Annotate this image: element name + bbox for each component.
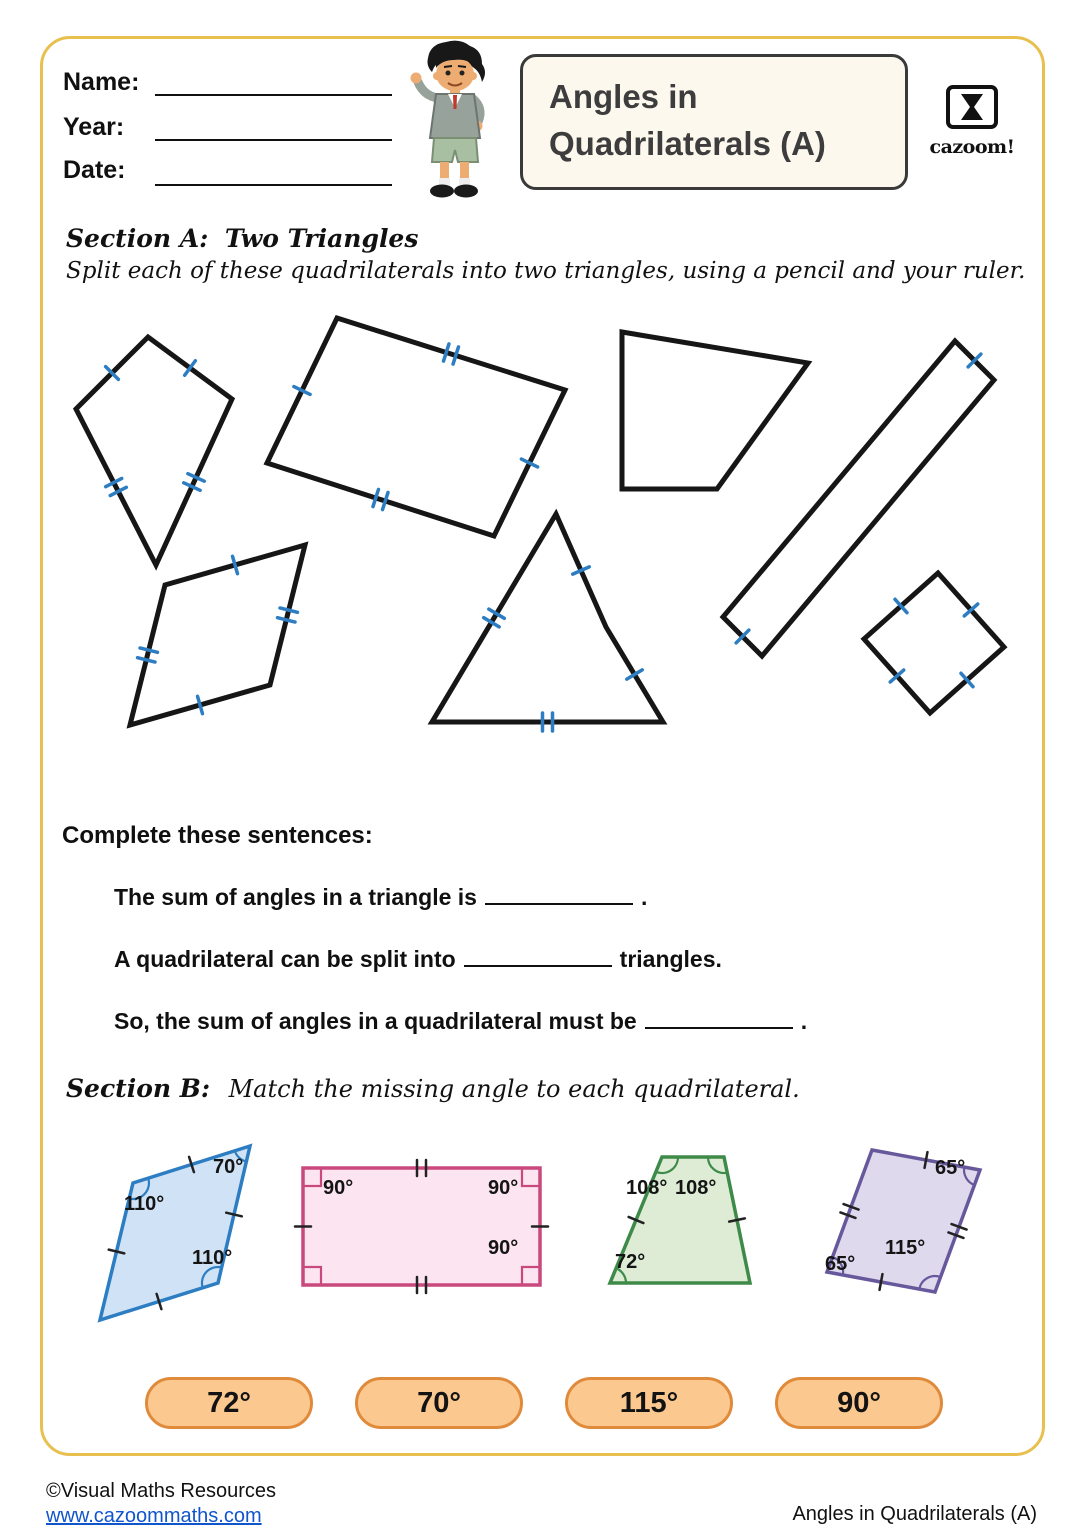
answer-3-label: 115° bbox=[619, 1386, 679, 1419]
sentence-3-pre: So, the sum of angles in a quadrilateral must be bbox=[114, 1008, 637, 1034]
worksheet-title-line2: Quadrilaterals (A) bbox=[549, 125, 826, 162]
footer-link[interactable]: www.cazoommaths.com bbox=[46, 1505, 262, 1527]
sentence-2 bbox=[114, 946, 722, 973]
name-label: Name: bbox=[63, 68, 140, 96]
purple-angle-top-right: 65° bbox=[935, 1157, 966, 1179]
cazoom-logo bbox=[926, 84, 1018, 158]
sentence-3-blank bbox=[645, 1009, 793, 1029]
purple-angle-bottom-left: 65° bbox=[825, 1253, 856, 1275]
footer-copyright: ©Visual Maths Resources bbox=[46, 1480, 277, 1502]
cazoom-logo-text: cazoom! bbox=[929, 136, 1015, 158]
section-a-heading-label: Section A: bbox=[66, 224, 209, 253]
kite-figure bbox=[76, 337, 232, 565]
answer-4-label: 90° bbox=[837, 1386, 881, 1419]
green-angle-top-right: 108° bbox=[675, 1177, 717, 1199]
cartoon-boy-image bbox=[396, 38, 511, 203]
sentence-1-post: . bbox=[640, 884, 648, 910]
answer-box-4 bbox=[775, 1377, 943, 1429]
pink-angle-top-left: 90° bbox=[323, 1177, 354, 1199]
date-label: Date: bbox=[63, 156, 126, 184]
year-line bbox=[155, 139, 392, 141]
section-b-heading-label: Section B: bbox=[66, 1074, 211, 1103]
sentence-2-blank bbox=[464, 947, 612, 967]
worksheet-title-line1: Angles in bbox=[549, 78, 698, 115]
sentences-heading: Complete these sentences: bbox=[62, 822, 373, 849]
sentence-2-pre: A quadrilateral can be split into bbox=[114, 946, 456, 972]
blue-angle-left: 110° bbox=[124, 1193, 165, 1215]
sentence-2-post: triangles. bbox=[619, 946, 722, 972]
rotated-rectangle-figure bbox=[267, 318, 565, 536]
section-a-figures bbox=[40, 295, 1045, 780]
sentence-3-post: . bbox=[800, 1008, 808, 1034]
answer-box-1 bbox=[145, 1377, 313, 1429]
parallelogram-figure bbox=[130, 545, 305, 725]
year-label: Year: bbox=[63, 113, 125, 141]
blue-angle-top: 70° bbox=[213, 1156, 244, 1178]
purple-angle-bottom-right: 115° bbox=[885, 1237, 926, 1259]
green-angle-top-left: 108° bbox=[626, 1177, 668, 1199]
pink-angle-bottom-right: 90° bbox=[488, 1237, 519, 1259]
trapezium-figure bbox=[622, 332, 808, 489]
section-b-heading-text: Match the missing angle to each quadrilateral. bbox=[228, 1075, 800, 1103]
sentence-1-pre: The sum of angles in a triangle is bbox=[114, 884, 477, 910]
section-a-heading bbox=[66, 224, 418, 253]
date-line bbox=[155, 184, 392, 186]
section-a-heading-text: Two Triangles bbox=[224, 224, 419, 253]
quadrilateral-figure bbox=[432, 514, 663, 722]
rotated-square-figure bbox=[864, 573, 1004, 713]
section-a-instruction: Split each of these quadrilaterals into two triangles, using a pencil and your ruler. bbox=[66, 258, 1026, 284]
pink-angle-top-right: 90° bbox=[488, 1177, 519, 1199]
sentence-1 bbox=[114, 884, 647, 911]
answer-box-2 bbox=[355, 1377, 523, 1429]
blue-angle-bottom: 110° bbox=[192, 1247, 233, 1269]
answer-1-label: 72° bbox=[207, 1386, 251, 1419]
cazoom-logo-icon bbox=[945, 84, 999, 130]
title-box bbox=[520, 54, 908, 190]
name-line bbox=[155, 94, 392, 96]
section-b-figures bbox=[40, 1125, 1045, 1340]
green-angle-bottom-left: 72° bbox=[615, 1251, 646, 1273]
answer-2-label: 70° bbox=[417, 1386, 461, 1419]
sentence-1-blank bbox=[485, 885, 633, 905]
footer-doc-title: Angles in Quadrilaterals (A) bbox=[792, 1503, 1037, 1525]
answer-box-3 bbox=[565, 1377, 733, 1429]
section-b-heading bbox=[66, 1074, 800, 1103]
sentence-3 bbox=[114, 1008, 807, 1035]
